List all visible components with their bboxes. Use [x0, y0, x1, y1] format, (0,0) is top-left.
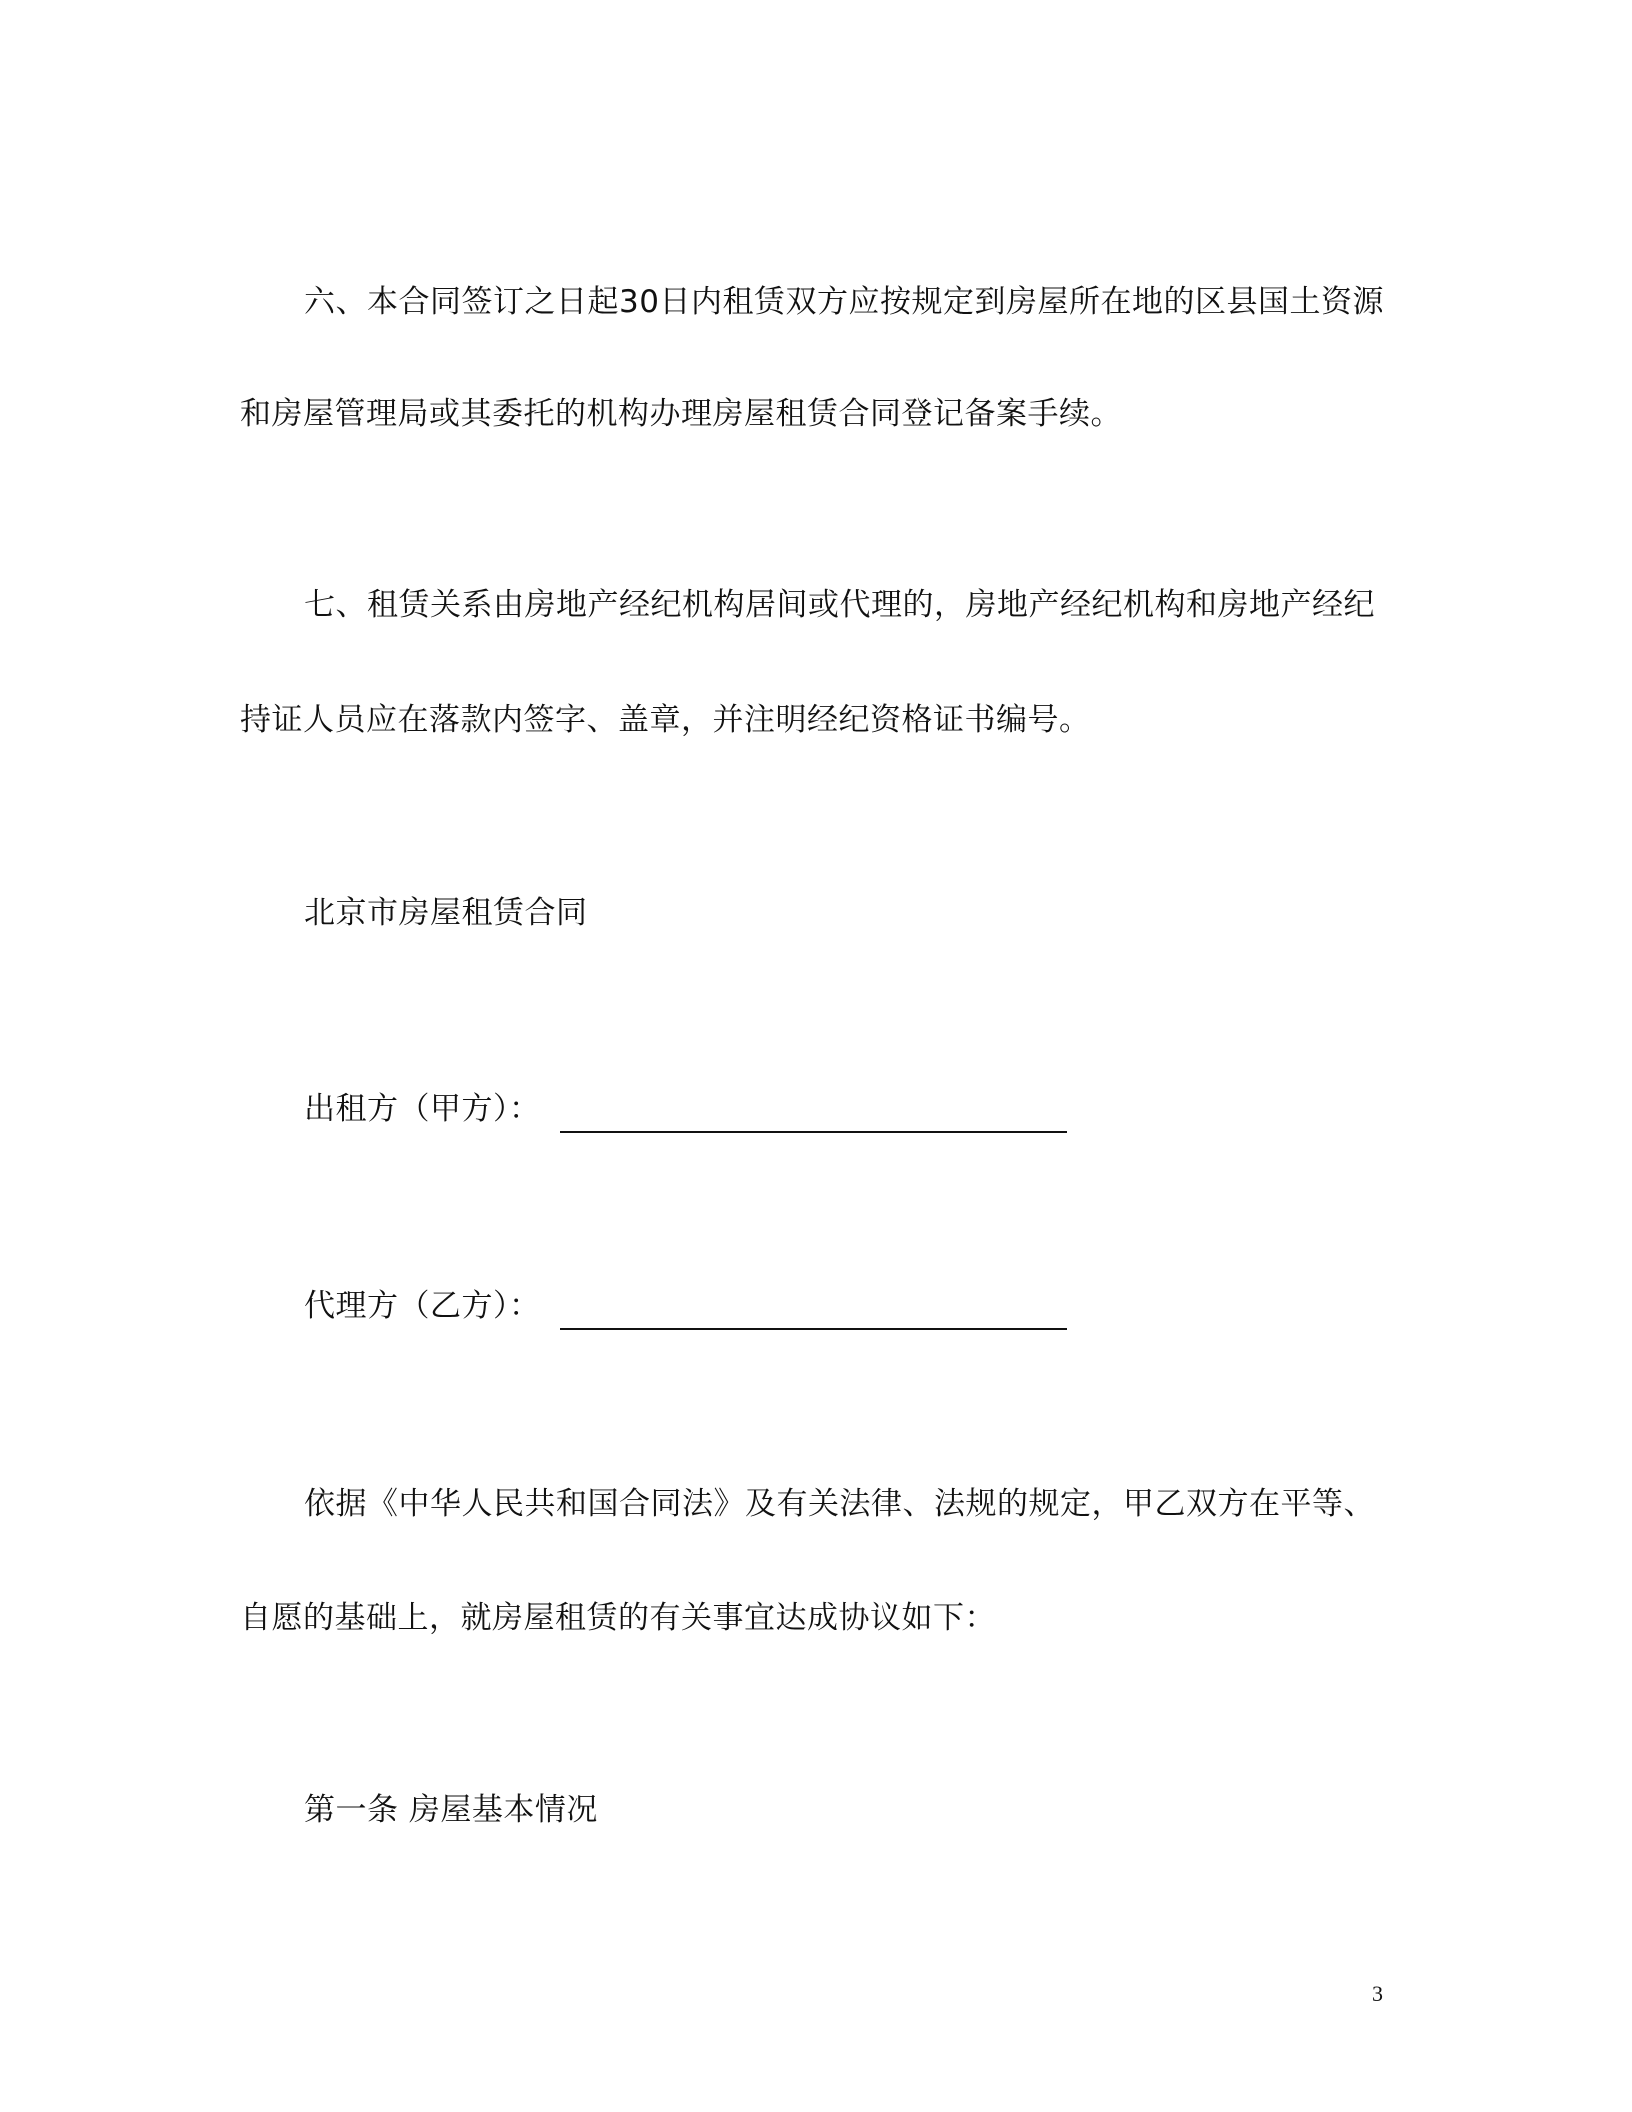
agent-label: 代理方（乙方）： — [304, 1288, 541, 1324]
article-1-heading: 第一条 房屋基本情况 — [304, 1792, 598, 1828]
agent-signature-blank[interactable] — [560, 1328, 1067, 1330]
lessor-label: 出租方（甲方）： — [304, 1091, 541, 1127]
contract-title: 北京市房屋租赁合同 — [304, 895, 588, 931]
clause-6-line-2: 和房屋管理局或其委托的机构办理房屋租赁合同登记备案手续。 — [240, 396, 1122, 432]
preamble-line-2: 自愿的基础上，就房屋租赁的有关事宜达成协议如下： — [240, 1600, 996, 1636]
clause-7-line-2: 持证人员应在落款内签字、盖章，并注明经纪资格证书编号。 — [240, 702, 1091, 738]
preamble-line-1: 依据《中华人民共和国合同法》及有关法律、法规的规定，甲乙双方在平等、 — [304, 1486, 1375, 1522]
page-number: 3 — [1372, 1981, 1383, 2006]
clause-7-line-1: 七、租赁关系由房地产经纪机构居间或代理的，房地产经纪机构和房地产经纪 — [304, 587, 1375, 623]
clause-6-line-1: 六、本合同签订之日起30日内租赁双方应按规定到房屋所在地的区县国土资源 — [304, 284, 1384, 320]
lessor-signature-blank[interactable] — [560, 1131, 1067, 1133]
